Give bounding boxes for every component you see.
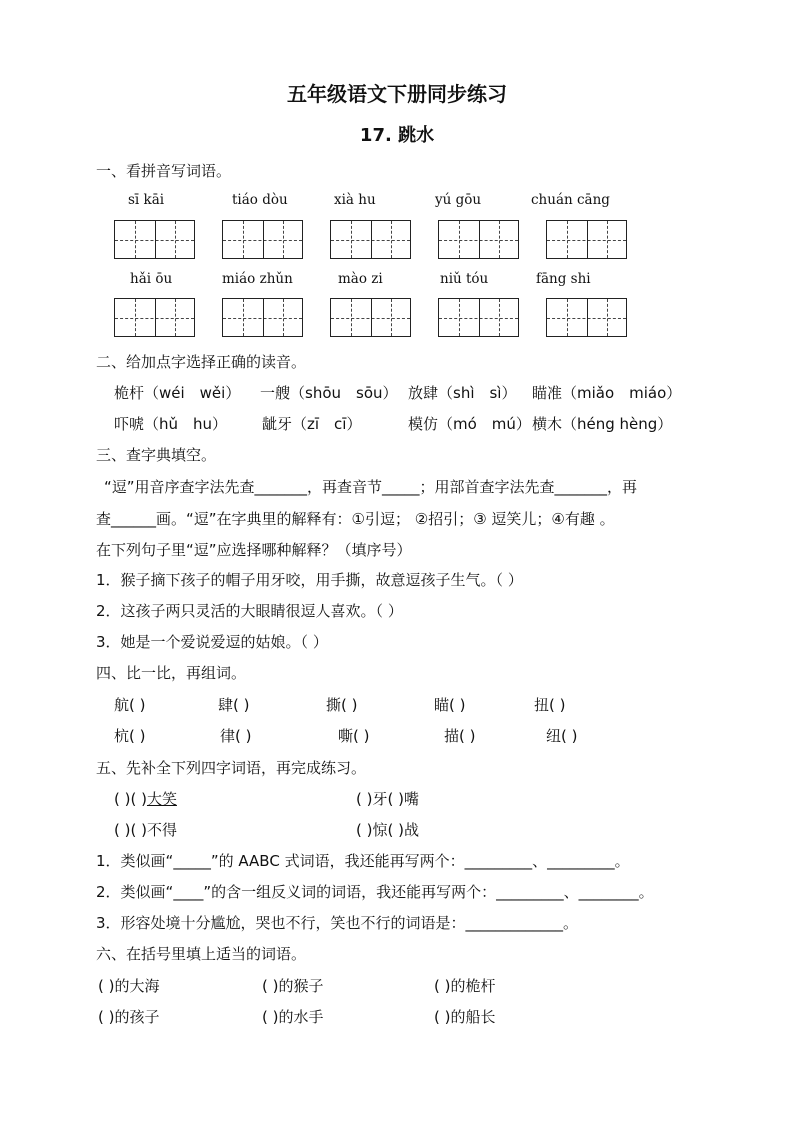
writing-grid[interactable] (546, 298, 627, 337)
dictionary-question[interactable]: 1．猴子摘下孩子的帽子用牙咬，用手撕，故意逗孩子生气。（ ） (96, 571, 523, 589)
writing-grid[interactable] (330, 220, 411, 259)
writing-grid[interactable] (438, 298, 519, 337)
compare-item[interactable]: 扭( ) (534, 696, 566, 714)
dictionary-line[interactable]: “逗”用音序查字法先查_______，再查音节_____；用部首查字法先查_______，再 (104, 478, 638, 496)
compare-item[interactable]: 航( ) (114, 696, 146, 714)
fill-phrase[interactable]: ( )的猴子 (262, 977, 324, 995)
writing-grid[interactable] (114, 298, 195, 337)
idiom-question[interactable]: 2．类似画“____”的含一组反义词的词语，我还能再写两个：_________、________。 (96, 883, 654, 901)
idiom-blank-prefix: ( )( ) (114, 790, 147, 808)
idiom-blank[interactable]: ( )牙( )嘴 (356, 790, 419, 808)
reading-choice[interactable]: 桅杆（wéi wěi） (114, 384, 241, 402)
reading-choice[interactable]: 模仿（mó mú） (408, 415, 531, 433)
writing-grid[interactable] (222, 220, 303, 259)
pinyin-label: yú gōu (435, 192, 482, 208)
dictionary-question[interactable]: 2．这孩子两只灵活的大眼睛很逗人喜欢。（ ） (96, 602, 403, 620)
pinyin-label: mào zi (338, 271, 383, 287)
page-title: 五年级语文下册同步练习 (287, 82, 507, 106)
idiom-blank[interactable]: ( )惊( )战 (356, 821, 419, 839)
reading-choice[interactable]: 龇牙（zī cī） (262, 415, 362, 433)
pinyin-label: fāng shi (536, 271, 591, 287)
writing-grid[interactable] (438, 220, 519, 259)
idiom-question[interactable]: 3．形容处境十分尴尬，哭也不行，笑也不行的词语是：_____________。 (96, 914, 579, 932)
fill-phrase[interactable]: ( )的孩子 (98, 1008, 160, 1026)
reading-choice[interactable]: 放肆（shì sì） (408, 384, 517, 402)
lesson-title: 17. 跳水 (359, 125, 435, 146)
writing-grid[interactable] (222, 298, 303, 337)
pinyin-label: miáo zhǔn (222, 271, 293, 287)
idiom-blank[interactable]: ( )( )不得 (114, 821, 177, 839)
fill-phrase[interactable]: ( )的船长 (434, 1008, 496, 1026)
dictionary-instruction: 在下列句子里“逗”应选择哪种解释？（填序号） (96, 541, 412, 559)
compare-item[interactable]: 瞄( ) (434, 696, 466, 714)
section-4-heading: 四、比一比，再组词。 (96, 664, 247, 682)
pinyin-label: sī kāi (128, 192, 165, 208)
pinyin-label: tiáo dòu (232, 192, 288, 208)
pinyin-label: xià hu (334, 192, 376, 208)
section-2-heading: 二、给加点字选择正确的读音。 (96, 353, 307, 371)
section-6-heading: 六、在括号里填上适当的词语。 (96, 945, 307, 963)
fill-phrase[interactable]: ( )的桅杆 (434, 977, 496, 995)
reading-choice[interactable]: 瞄准（miǎo miáo） (532, 384, 682, 402)
reading-choice[interactable]: 一艘（shōu sōu） (260, 384, 398, 402)
dictionary-line[interactable]: 查______画。“逗”在字典里的解释有：①引逗； ②招引；③ 逗笑儿；④有趣 。 (96, 510, 615, 528)
section-3-heading: 三、查字典填空。 (96, 446, 217, 464)
reading-choice[interactable]: 横木（héng hèng） (532, 415, 673, 433)
idiom-question[interactable]: 1．类似画“_____”的 AABC 式词语，我还能再写两个：_________、_________。 (96, 852, 630, 870)
compare-item[interactable]: 撕( ) (326, 696, 358, 714)
idiom-underlined-word: 大笑 (146, 790, 177, 808)
reading-choice[interactable]: 吓唬（hǔ hu） (114, 415, 228, 433)
section-1-heading: 一、看拼音写词语。 (96, 162, 232, 180)
compare-item[interactable]: 肆( ) (218, 696, 250, 714)
compare-item[interactable]: 律( ) (220, 727, 252, 745)
compare-item[interactable]: 纽( ) (546, 727, 578, 745)
fill-phrase[interactable]: ( )的大海 (98, 977, 160, 995)
writing-grid[interactable] (114, 220, 195, 259)
compare-item[interactable]: 杭( ) (114, 727, 146, 745)
section-5-heading: 五、先补全下列四字词语，再完成练习。 (96, 759, 367, 777)
pinyin-label: chuán cāng (531, 192, 610, 208)
compare-item[interactable]: 描( ) (444, 727, 476, 745)
compare-item[interactable]: 嘶( ) (338, 727, 370, 745)
pinyin-label: hǎi ōu (130, 271, 173, 287)
fill-phrase[interactable]: ( )的水手 (262, 1008, 324, 1026)
dictionary-question[interactable]: 3．她是一个爱说爱逗的姑娘。（ ） (96, 633, 328, 651)
idiom-blank[interactable] (114, 788, 177, 809)
writing-grid[interactable] (546, 220, 627, 259)
pinyin-label: niǔ tóu (440, 271, 489, 287)
writing-grid[interactable] (330, 298, 411, 337)
